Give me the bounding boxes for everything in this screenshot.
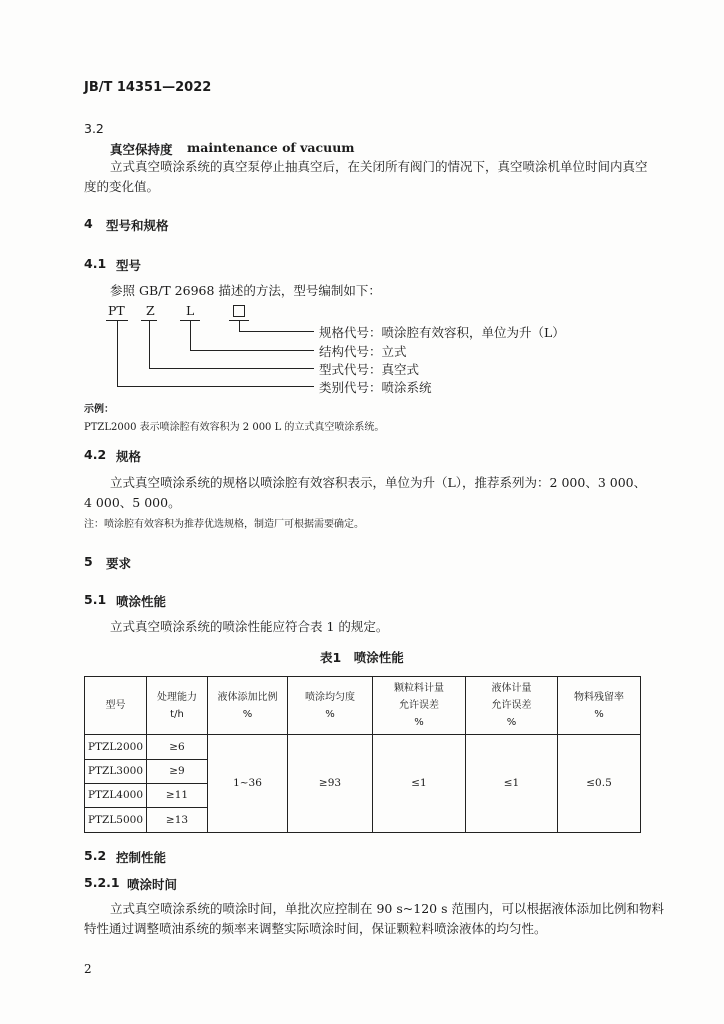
section-number-5: 5 <box>84 554 93 569</box>
cell-uniformity: ≥93 <box>288 735 373 833</box>
clause-number-5-1: 5.1 <box>84 592 107 607</box>
definition-line-1: 立式真空喷涂系统的真空泵停止抽真空后，在关闭所有阀门的情况下，真空喷涂机单位时间内真空 <box>110 159 648 174</box>
header-capacity: 处理能力 t/h <box>147 677 208 735</box>
section-title-4: 型号和规格 <box>106 218 169 233</box>
header-liquid-error: 液体计量 允许误差 % <box>466 677 558 735</box>
clause-number-5-2-1: 5.2.1 <box>84 875 120 890</box>
clause-title-5-2: 控制性能 <box>116 850 167 865</box>
cell-capacity: ≥11 <box>147 784 208 808</box>
clause-title-4-2: 规格 <box>116 449 142 464</box>
example-text: PTZL2000 表示喷涂腔有效容积为 2 000 L 的立式真空喷涂系统。 <box>84 422 385 433</box>
header-granule-error: 颗粒料计量 允许误差 % <box>373 677 466 735</box>
clause-number-5-2: 5.2 <box>84 848 107 863</box>
label-structure-code: 结构代号：立式 <box>319 344 407 359</box>
performance-para: 立式真空喷涂系统的喷涂性能应符合表 1 的规定。 <box>110 619 389 634</box>
code-pt: PT <box>108 303 125 318</box>
table-row <box>85 735 641 760</box>
cell-granule-error: ≤1 <box>373 735 466 833</box>
clause-title-5-2-1: 喷涂时间 <box>127 877 178 892</box>
term-en: maintenance of vacuum <box>187 140 355 155</box>
header-model: 型号 <box>85 677 147 735</box>
cell-model: PTZL2000 <box>85 735 147 760</box>
cell-model: PTZL5000 <box>85 808 147 833</box>
code-z: Z <box>146 303 155 318</box>
performance-table <box>84 676 641 833</box>
clause-number-4-1: 4.1 <box>84 256 107 271</box>
page-number: 2 <box>84 962 92 976</box>
cell-capacity: ≥13 <box>147 808 208 833</box>
label-spec-code: 规格代号：喷涂腔有效容积，单位为升（L） <box>319 325 565 340</box>
cell-capacity: ≥9 <box>147 760 208 784</box>
model-intro: 参照 GB/T 26968 描述的方法，型号编制如下： <box>110 283 381 298</box>
section-title-5: 要求 <box>106 556 132 571</box>
code-l: L <box>186 303 195 318</box>
spec-code-box <box>233 305 245 317</box>
table-caption: 表1 喷涂性能 <box>320 650 404 665</box>
cell-liquid-error: ≤1 <box>466 735 558 833</box>
cell-liquid-ratio: 1~36 <box>208 735 288 833</box>
cell-residue: ≤0.5 <box>558 735 641 833</box>
standard-number: JB/T 14351—2022 <box>84 80 212 95</box>
header-residue: 物料残留率 % <box>558 677 641 735</box>
table-header-row <box>85 677 641 735</box>
clause-number-4-2: 4.2 <box>84 447 107 462</box>
cell-model: PTZL3000 <box>85 760 147 784</box>
spec-para-line-2: 4 000、5 000。 <box>84 495 181 510</box>
clause-number-3-2: 3.2 <box>84 121 104 136</box>
clause-title-4-1: 型号 <box>116 258 142 273</box>
cell-model: PTZL4000 <box>85 784 147 808</box>
spec-para-line-1: 立式真空喷涂系统的规格以喷涂腔有效容积表示，单位为升（L），推荐系列为：2 000、3 000、 <box>110 475 647 490</box>
label-type-code: 型式代号：真空式 <box>319 362 420 377</box>
spec-note: 注：喷涂腔有效容积为推荐优选规格，制造厂可根据需要确定。 <box>84 519 364 530</box>
header-liquid-ratio: 液体添加比例 % <box>208 677 288 735</box>
label-category-code: 类别代号：喷涂系统 <box>319 380 432 395</box>
section-number-4: 4 <box>84 216 93 231</box>
spray-time-para-line-2: 特性通过调整喷油系统的频率来调整实际喷涂时间，保证颗粒料喷涂液体的均匀性。 <box>84 921 547 936</box>
example-label: 示例： <box>84 404 114 415</box>
definition-line-2: 度的变化值。 <box>84 179 160 194</box>
spray-time-para-line-1: 立式真空喷涂系统的喷涂时间，单批次应控制在 90 s~120 s 范围内，可以根据液体添加比例和物料 <box>110 901 664 916</box>
clause-title-5-1: 喷涂性能 <box>116 594 167 609</box>
term-zh: 真空保持度 <box>110 142 173 157</box>
header-uniformity: 喷涂均匀度 % <box>288 677 373 735</box>
cell-capacity: ≥6 <box>147 735 208 760</box>
